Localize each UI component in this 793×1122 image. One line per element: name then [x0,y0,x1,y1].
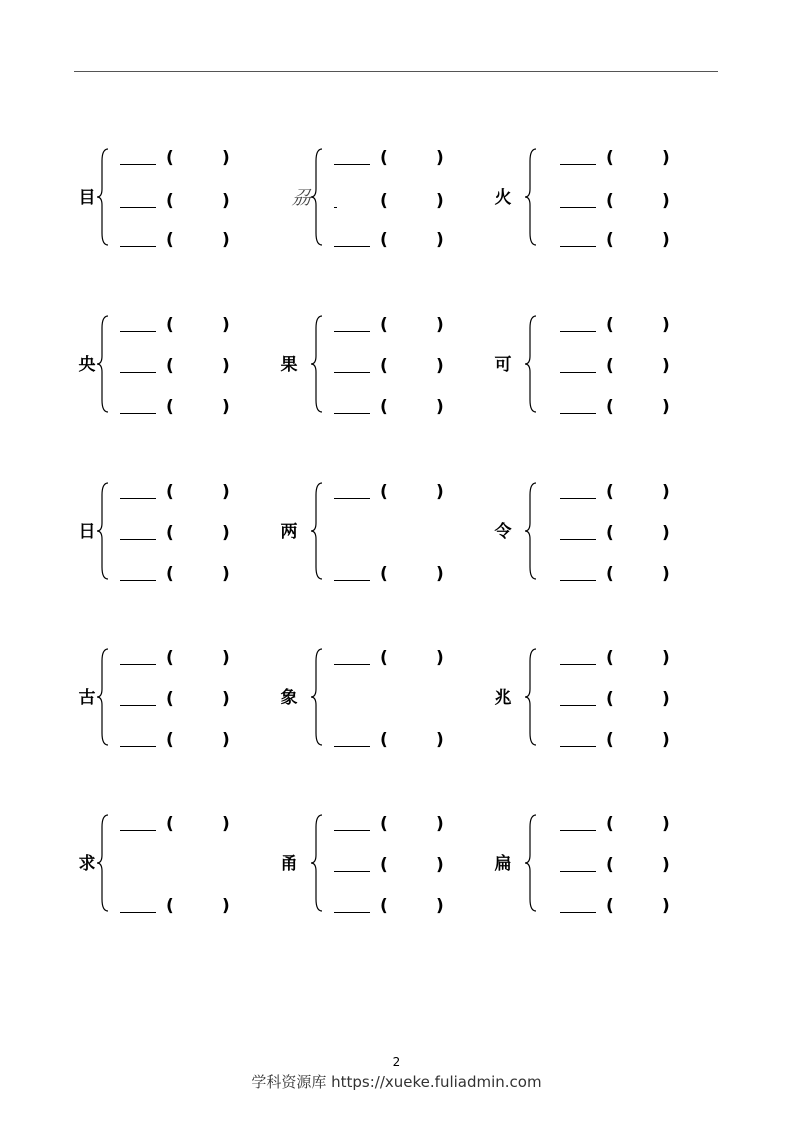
right-paren: ) [222,191,230,211]
right-paren: ) [662,564,670,584]
answer-blank[interactable] [120,539,156,540]
slot-row [74,563,274,585]
left-paren: ( [166,689,174,709]
char-label: 甬 [280,854,298,874]
left-paren: ( [606,564,614,584]
left-paren: ( [380,148,388,168]
right-paren: ) [436,315,444,335]
answer-blank[interactable] [560,246,596,247]
char-label: 火 [494,188,512,208]
char-label: 可 [494,355,512,375]
left-paren: ( [380,230,388,250]
slot-row [514,854,714,876]
right-paren: ) [222,814,230,834]
char-label: 求 [78,854,96,874]
slot-row [74,688,274,710]
left-paren: ( [166,523,174,543]
answer-blank[interactable] [334,246,370,247]
left-paren: ( [606,648,614,668]
char-group-8 [276,481,476,591]
char-group-13 [74,813,274,923]
slot-row [288,563,488,585]
answer-blank[interactable] [560,705,596,706]
slot-row [74,522,274,544]
right-paren: ) [436,648,444,668]
answer-blank[interactable] [334,331,370,332]
answer-blank[interactable] [334,580,370,581]
answer-blank[interactable] [560,580,596,581]
slot-row [514,147,714,169]
left-paren: ( [380,896,388,916]
right-paren: ) [662,315,670,335]
slot-row [514,688,714,710]
slot-row [288,314,488,336]
slot-row [514,481,714,503]
answer-blank[interactable] [120,498,156,499]
slot-row [74,895,274,917]
right-paren: ) [662,855,670,875]
char-group-15 [490,813,690,923]
answer-blank[interactable] [120,580,156,581]
answer-blank[interactable] [120,207,156,208]
slot-row [514,647,714,669]
right-paren: ) [662,397,670,417]
right-paren: ) [436,896,444,916]
answer-blank[interactable] [334,912,370,913]
slot-row [514,314,714,336]
right-paren: ) [662,148,670,168]
left-paren: ( [380,814,388,834]
right-paren: ) [662,230,670,250]
slot-row [288,190,488,212]
right-paren: ) [222,315,230,335]
right-paren: ) [436,148,444,168]
slot-row [74,355,274,377]
left-paren: ( [166,896,174,916]
answer-blank[interactable] [120,746,156,747]
right-paren: ) [436,564,444,584]
right-paren: ) [436,397,444,417]
left-paren: ( [606,482,614,502]
answer-blank[interactable] [560,164,596,165]
left-paren: ( [166,356,174,376]
answer-blank[interactable] [120,830,156,831]
char-label: 令 [494,522,512,542]
left-paren: ( [380,191,388,211]
answer-blank[interactable] [334,498,370,499]
right-paren: ) [222,896,230,916]
answer-blank[interactable] [120,372,156,373]
answer-blank[interactable] [334,746,370,747]
slot-row [74,190,274,212]
slot-row [514,729,714,751]
char-label: 目 [78,188,96,208]
char-label: 扁 [494,854,512,874]
slot-row [514,895,714,917]
answer-blank[interactable] [120,664,156,665]
slot-row [288,647,488,669]
slot-row [74,813,274,835]
slot-row [288,895,488,917]
char-label: 古 [78,688,96,708]
answer-blank[interactable] [560,331,596,332]
right-paren: ) [662,648,670,668]
answer-blank[interactable] [560,207,596,208]
right-paren: ) [222,356,230,376]
right-paren: ) [436,482,444,502]
char-group-4 [74,314,274,424]
slot-row [514,229,714,251]
header-rule [74,71,718,72]
char-group-1 [74,147,274,257]
slot-row [74,481,274,503]
right-paren: ) [662,730,670,750]
answer-blank[interactable] [334,164,370,165]
left-paren: ( [166,148,174,168]
slot-row [514,190,714,212]
char-group-11 [276,647,476,757]
slot-row [514,522,714,544]
slot-row [288,729,488,751]
right-paren: ) [436,356,444,376]
answer-blank[interactable] [334,830,370,831]
answer-blank[interactable] [120,705,156,706]
slot-row [288,355,488,377]
left-paren: ( [380,855,388,875]
char-label: 象 [280,688,298,708]
left-paren: ( [606,397,614,417]
slot-row [74,147,274,169]
char-group-10 [74,647,274,757]
slot-row [288,481,488,503]
char-label: 兆 [494,688,512,708]
right-paren: ) [662,689,670,709]
char-group-6 [490,314,690,424]
answer-blank[interactable] [560,746,596,747]
right-paren: ) [662,814,670,834]
slot-row [288,229,488,251]
char-label: 果 [280,355,298,375]
left-paren: ( [380,482,388,502]
answer-blank[interactable] [334,207,337,208]
left-paren: ( [166,814,174,834]
char-group-9 [490,481,690,591]
slot-row [514,813,714,835]
slot-row [288,854,488,876]
slot-row [288,147,488,169]
answer-blank[interactable] [560,413,596,414]
left-paren: ( [606,523,614,543]
left-paren: ( [380,356,388,376]
left-paren: ( [606,230,614,250]
answer-blank[interactable] [560,372,596,373]
left-paren: ( [606,148,614,168]
left-paren: ( [606,689,614,709]
answer-blank[interactable] [120,413,156,414]
answer-blank[interactable] [334,372,370,373]
left-paren: ( [166,315,174,335]
right-paren: ) [222,397,230,417]
left-paren: ( [606,730,614,750]
slot-row [74,729,274,751]
right-paren: ) [222,523,230,543]
footer-source: 学科资源库 https://xueke.fuliadmin.com [251,1073,542,1091]
char-label: 两 [280,522,298,542]
char-label-smudged: 刕 [291,187,311,209]
char-label: 央 [78,355,96,375]
answer-blank[interactable] [334,413,370,414]
right-paren: ) [222,689,230,709]
slot-row [74,396,274,418]
slot-row [514,563,714,585]
left-paren: ( [380,730,388,750]
left-paren: ( [166,397,174,417]
right-paren: ) [662,356,670,376]
right-paren: ) [222,482,230,502]
left-paren: ( [166,730,174,750]
left-paren: ( [606,356,614,376]
left-paren: ( [166,191,174,211]
char-group-3 [490,147,690,257]
answer-blank[interactable] [560,871,596,872]
answer-blank[interactable] [560,539,596,540]
right-paren: ) [222,648,230,668]
answer-blank[interactable] [120,912,156,913]
right-paren: ) [436,230,444,250]
left-paren: ( [166,648,174,668]
answer-blank[interactable] [334,871,370,872]
right-paren: ) [662,523,670,543]
answer-blank[interactable] [560,912,596,913]
left-paren: ( [380,648,388,668]
left-paren: ( [380,397,388,417]
slot-row [514,396,714,418]
page-number: 2 [392,1055,401,1069]
slot-row [288,813,488,835]
left-paren: ( [606,814,614,834]
answer-blank[interactable] [120,331,156,332]
right-paren: ) [436,730,444,750]
slot-row [514,355,714,377]
left-paren: ( [380,315,388,335]
left-paren: ( [166,482,174,502]
answer-blank[interactable] [560,830,596,831]
answer-blank[interactable] [120,246,156,247]
answer-blank[interactable] [560,498,596,499]
answer-blank[interactable] [560,664,596,665]
slot-row [74,314,274,336]
right-paren: ) [222,564,230,584]
left-paren: ( [606,896,614,916]
left-paren: ( [606,191,614,211]
answer-blank[interactable] [334,664,370,665]
answer-blank[interactable] [120,164,156,165]
right-paren: ) [222,730,230,750]
right-paren: ) [436,191,444,211]
right-paren: ) [222,230,230,250]
char-group-14 [276,813,476,923]
right-paren: ) [222,148,230,168]
left-paren: ( [166,230,174,250]
char-group-12 [490,647,690,757]
slot-row [288,396,488,418]
right-paren: ) [662,896,670,916]
slot-row [74,229,274,251]
right-paren: ) [436,855,444,875]
char-group-7 [74,481,274,591]
left-paren: ( [606,855,614,875]
left-paren: ( [166,564,174,584]
right-paren: ) [662,482,670,502]
right-paren: ) [436,814,444,834]
char-group-5 [276,314,476,424]
char-group-2 [288,147,488,257]
left-paren: ( [380,564,388,584]
char-label: 日 [78,522,96,542]
left-paren: ( [606,315,614,335]
right-paren: ) [662,191,670,211]
slot-row [74,647,274,669]
